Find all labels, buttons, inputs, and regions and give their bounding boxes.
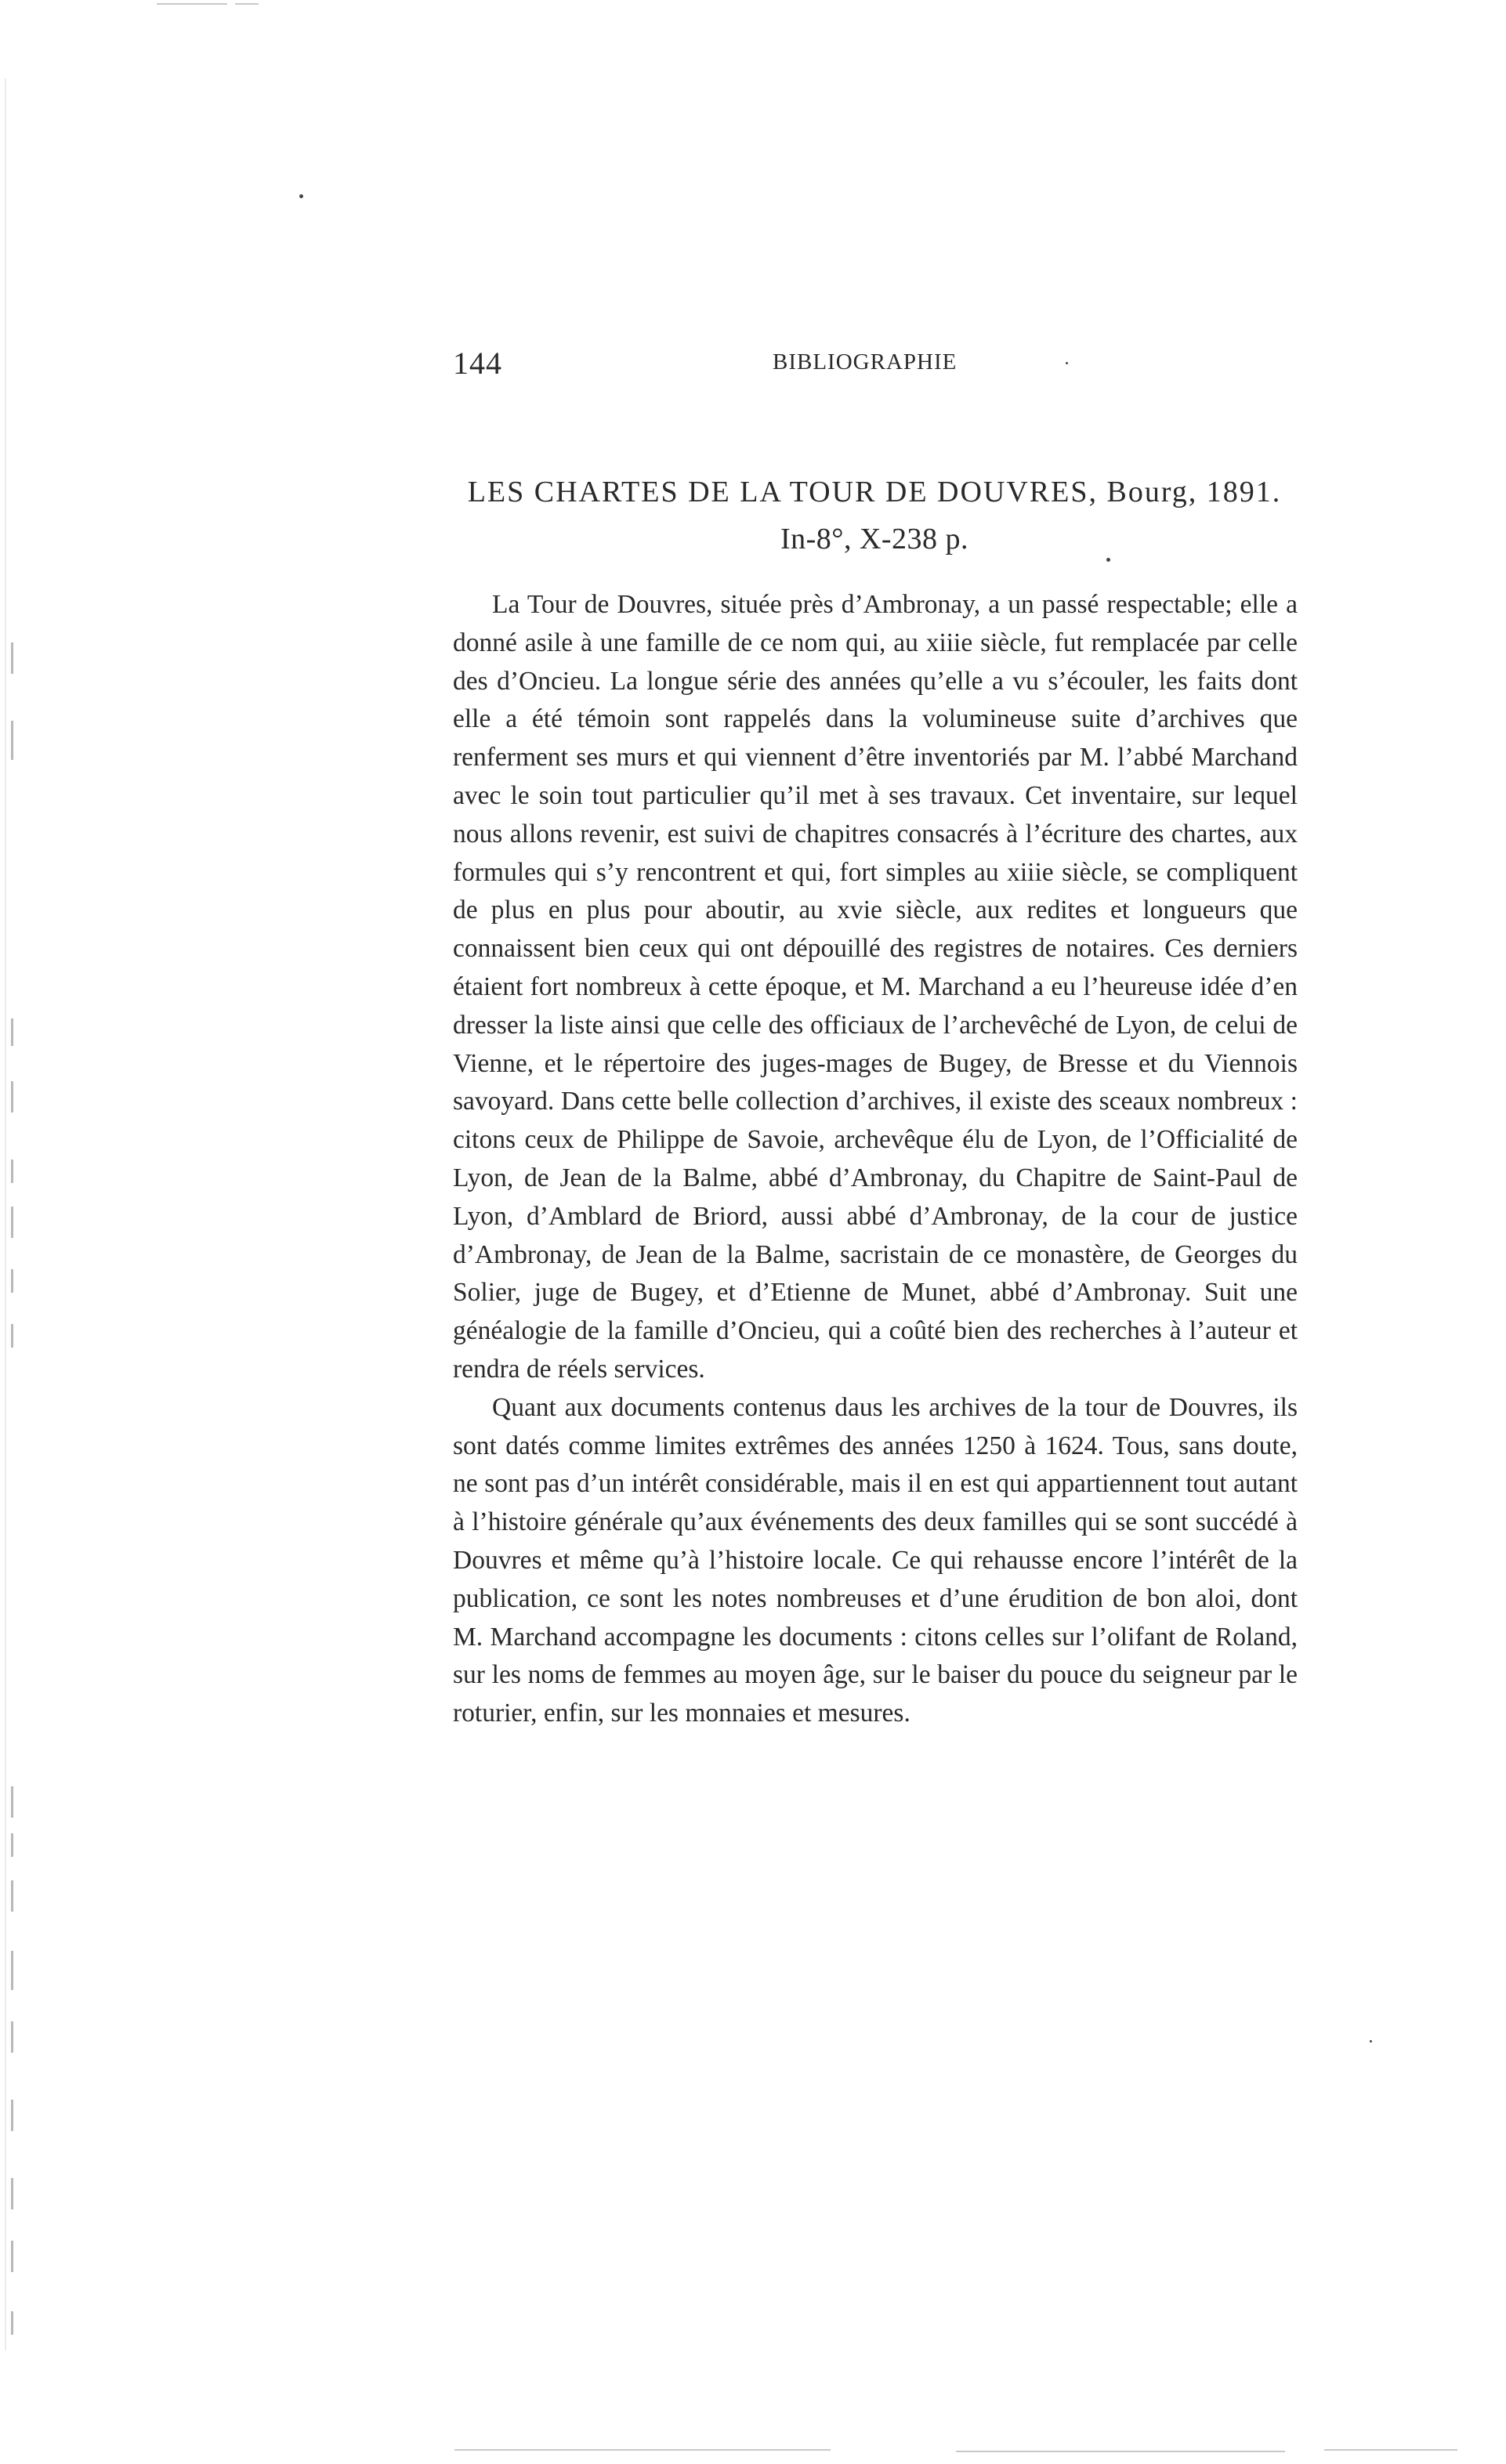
margin-tick	[11, 1833, 13, 1857]
entry-title	[451, 469, 1298, 563]
top-edge-scan-mark	[157, 3, 227, 5]
margin-tick	[11, 1951, 13, 1990]
margin-tick	[11, 1207, 13, 1238]
margin-tick	[11, 1786, 13, 1818]
margin-tick	[11, 2100, 13, 2131]
entry-publication-details: In-8°, X-238 p.	[780, 523, 969, 555]
bottom-edge-scan-mark	[1324, 2449, 1457, 2451]
running-title: BIBLIOGRAPHIE	[773, 349, 958, 374]
margin-tick	[11, 1324, 13, 1348]
bottom-edge-scan-mark	[956, 2451, 1285, 2452]
margin-tick	[11, 721, 13, 760]
running-head	[453, 345, 1285, 392]
page-number: 144	[453, 346, 502, 381]
margin-tick	[11, 1019, 13, 1046]
margin-tick	[11, 2021, 13, 2053]
paragraph: Quant aux documents contenus daus les archives de la tour de Douvres, ils sont datés comme limites extrêmes des années 1250 à 1624. Tous, sans doute, ne sont pas d’un intérêt considérable, mais il en est qui appartiennent tout autant à l’histoire générale qu’aux événements des deux familles qui se sont succédé à Douvres et même qu’à l’histoire locale. Ce qui rehausse encore l’intérêt de la publication, ce sont les notes nombreuses et d’une érudition de bon aloi, dont M. Marchand accompagne les documents : citons celles sur l’olifant de Roland, sur les noms de femmes au moyen âge, sur le baiser du pouce du seigneur par le roturier, enfin, sur les monnaies et mesures.	[453, 1392, 1298, 1728]
margin-tick	[11, 1081, 13, 1113]
review-body	[453, 586, 1298, 1733]
paragraph: La Tour de Douvres, située près d’Ambronay, a un passé respectable; elle a donné asile à une famille de ce nom qui, au xiiie siècle, fut remplacée par celle des d’Oncieu. La longue série des années qu’elle a vu s’écouler, les faits dont elle a été témoin sont rappelés dans la volumineuse suite d’archives que renferment ses murs et qui viennent d’être inventoriés par M. l’abbé Marchand avec le soin tout particulier qu’il met à ses travaux. Cet inventaire, sur lequel nous allons revenir, est suivi de chapitres consacrés à l’écriture des chartes, aux formules qui s’y rencontrent et qui, fort simples au xiiie siècle, se compliquent de plus en plus pour aboutir, au xvie siècle, aux redites et longueurs que connaissent bien ceux qui ont dépouillé des registres de notaires. Ces derniers étaient fort nombreux à cette époque, et M. Marchand a eu l’heureuse idée d’en dresser la liste ainsi que celle des officiaux de l’archevêché de Lyon, de celui de Vienne, et le répertoire des juges-mages de Bugey, de Bresse et du Viennois savoyard. Dans cette belle collection d’archives, il existe des sceaux nombreux : citons ceux de Philippe de Savoie, archevêque élu de Lyon, de l’Officialité de Lyon, de Jean de la Balme, abbé d’Ambronay, du Chapitre de Saint-Paul de Lyon, d’Amblard de Briord, aussi abbé d’Ambronay, de la cour de justice d’Ambronay, de Jean de la Balme, sacristain de ce monastère, de Georges du Solier, juge de Bugey, et d’Etienne de Munet, abbé d’Ambronay. Suit une généalogie de la famille d’Oncieu, qui a coûté bien des recherches à l’auteur et rendra de réels services.	[453, 590, 1298, 1384]
margin-tick	[11, 2311, 13, 2335]
margin-tick	[11, 1160, 13, 1183]
margin-tick	[11, 2241, 13, 2272]
bottom-edge-scan-mark	[454, 2449, 831, 2451]
margin-tick	[11, 2178, 13, 2209]
top-edge-scan-mark	[235, 3, 259, 5]
stray-speck	[299, 194, 303, 198]
margin-tick	[11, 642, 13, 674]
stray-speck	[1370, 2040, 1372, 2042]
margin-tick	[11, 1269, 13, 1293]
entry-title-line: LES CHARTES DE LA TOUR DE DOUVRES, Bourg, 1891.	[467, 476, 1282, 508]
left-margin-scan-line	[5, 78, 6, 2350]
margin-tick	[11, 1880, 13, 1912]
